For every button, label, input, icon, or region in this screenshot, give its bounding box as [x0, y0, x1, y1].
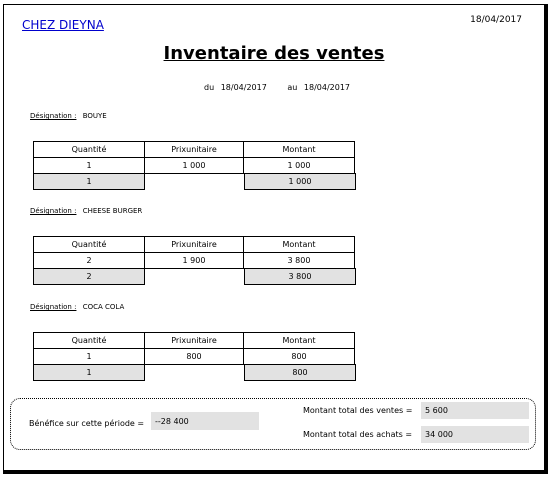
product-designation — [30, 112, 107, 120]
designation-label: Désignation : — [30, 112, 77, 120]
table-row — [34, 253, 358, 269]
summary-panel — [10, 398, 536, 450]
cell-quantite: 2 — [33, 252, 145, 269]
designation-label: Désignation : — [30, 303, 77, 311]
achats-total-label: Montant total des achats = — [303, 430, 413, 439]
period-au-label: au — [287, 83, 298, 92]
product-table — [34, 142, 358, 190]
table-row — [34, 158, 358, 174]
cell-prix: 1 000 — [144, 157, 244, 174]
header-montant: Montant — [243, 141, 355, 158]
period-au-value: 18/04/2017 — [303, 83, 350, 92]
page-title: Inventaire des ventes — [163, 43, 385, 64]
total-montant: 800 — [244, 364, 356, 381]
report-period — [204, 83, 354, 92]
table-row — [34, 349, 358, 365]
ventes-total-value: 5 600 — [421, 402, 529, 419]
cell-montant: 800 — [243, 348, 355, 365]
table-header-row — [34, 333, 358, 349]
cell-prix: 1 900 — [144, 252, 244, 269]
header-prix: Prixunitaire — [144, 141, 244, 158]
total-quantite: 2 — [33, 268, 145, 285]
header-quantite: Quantité — [33, 236, 145, 253]
total-quantite: 1 — [33, 173, 145, 190]
product-name: COCA COLA — [82, 303, 125, 311]
header-montant: Montant — [243, 332, 355, 349]
header-prix: Prixunitaire — [144, 332, 244, 349]
benefice-label: Bénéfice sur cette période = — [29, 419, 145, 428]
total-prix-empty — [145, 174, 245, 190]
cell-prix: 800 — [144, 348, 244, 365]
ventes-total-label: Montant total des ventes = — [303, 406, 413, 415]
header-quantite: Quantité — [33, 332, 145, 349]
achats-total-value: 34 000 — [421, 426, 529, 443]
table-total-row — [34, 269, 358, 285]
total-montant: 3 800 — [244, 268, 356, 285]
benefice-value: --28 400 — [151, 412, 259, 430]
shop-name-link[interactable]: CHEZ DIEYNA — [22, 18, 104, 32]
period-du-value: 18/04/2017 — [220, 83, 267, 92]
product-designation — [30, 207, 142, 215]
table-total-row — [34, 174, 358, 190]
print-date: 18/04/2017 — [470, 15, 522, 25]
total-prix-empty — [145, 365, 245, 381]
period-du-label: du — [204, 83, 215, 92]
designation-label: Désignation : — [30, 207, 77, 215]
product-designation — [30, 303, 124, 311]
cell-quantite: 1 — [33, 348, 145, 365]
total-quantite: 1 — [33, 364, 145, 381]
total-montant: 1 000 — [244, 173, 356, 190]
table-header-row — [34, 237, 358, 253]
product-table — [34, 333, 358, 381]
product-table — [34, 237, 358, 285]
report-page — [3, 4, 548, 474]
cell-montant: 1 000 — [243, 157, 355, 174]
product-name: CHEESE BURGER — [82, 207, 143, 215]
total-prix-empty — [145, 269, 245, 285]
header-montant: Montant — [243, 236, 355, 253]
header-quantite: Quantité — [33, 141, 145, 158]
table-header-row — [34, 142, 358, 158]
product-name: BOUYE — [82, 112, 107, 120]
table-total-row — [34, 365, 358, 381]
header-prix: Prixunitaire — [144, 236, 244, 253]
cell-quantite: 1 — [33, 157, 145, 174]
cell-montant: 3 800 — [243, 252, 355, 269]
